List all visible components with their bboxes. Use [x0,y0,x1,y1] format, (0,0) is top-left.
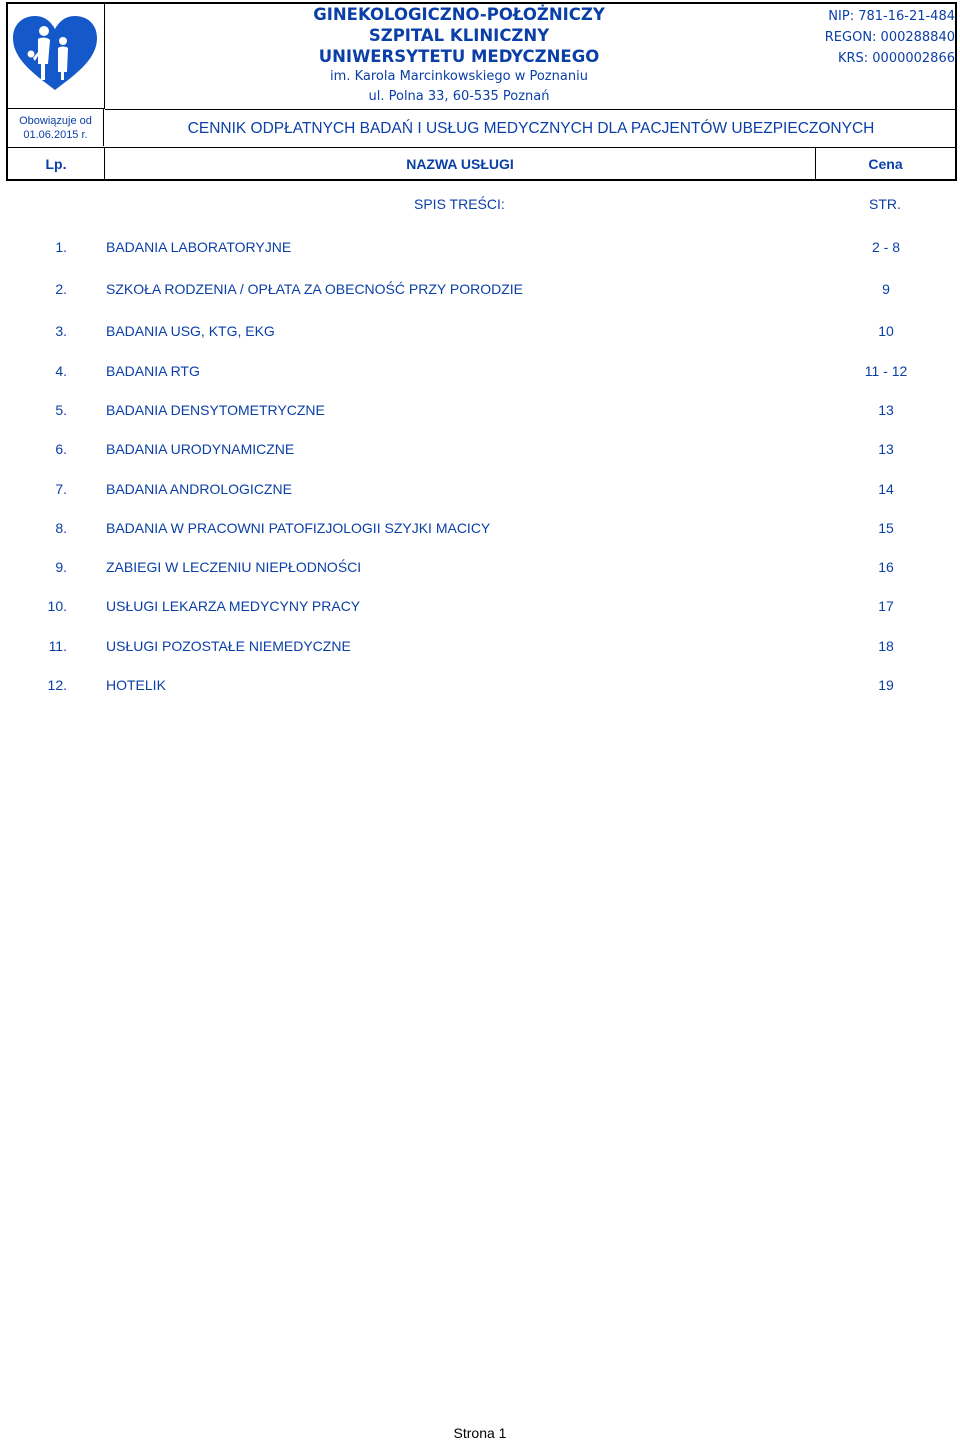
toc-item-page: 14 [878,481,894,497]
toc-item [0,322,960,340]
hospital-heart-logo [11,14,99,92]
toc-item-page: 2 - 8 [871,239,900,255]
nip-number: NIP: 781-16-21-484 [828,9,955,24]
regon-number: REGON: 000288840 [824,30,955,45]
toc-item-name: SZKOŁA RODZENIA / OPŁATA ZA OBECNOŚĆ PRZY PORODZIE [106,281,523,297]
toc-item-name: USŁUGI LEKARZA MEDYCYNY PRACY [106,598,361,614]
toc-item-name: BADANIA USG, KTG, EKG [106,323,275,339]
toc-item-name: ZABIEGI W LECZENIU NIEPŁODNOŚCI [106,559,362,575]
toc-item-page: 13 [878,402,894,418]
toc-item [0,440,960,458]
column-header-name: NAZWA USŁUGI [105,148,816,180]
toc-item-number: 5. [55,402,67,418]
toc-item-number: 8. [55,520,67,536]
toc-item-page: 11 - 12 [864,363,908,379]
toc-item-page: 10 [878,323,894,339]
hospital-address: ul. Polna 33, 60-535 Poznań [368,89,550,104]
krs-number: KRS: 0000002866 [837,51,955,66]
toc-item-page: 15 [878,520,894,536]
column-header-lp: Lp. [8,148,105,180]
toc-item [0,362,960,380]
toc-item-page: 16 [878,559,894,575]
toc-item-number: 3. [55,323,67,339]
toc-item-name: BADANIA W PRACOWNI PATOFIZJOLOGII SZYJKI MACICY [106,520,491,536]
toc-item-number: 1. [55,239,67,255]
toc-item [0,597,960,615]
toc-item [0,676,960,694]
hospital-name [105,4,813,107]
toc-heading: SPIS TREŚCI: [414,196,505,212]
hospital-patron: im. Karola Marcinkowskiego w Poznaniu [330,69,588,84]
toc-item [0,401,960,419]
toc-item-number: 4. [55,363,67,379]
hospital-title-block [105,4,957,109]
hospital-name-line2: SZPITAL KLINICZNY [368,26,550,45]
toc-item [0,238,960,256]
toc-item-number: 6. [55,441,67,457]
toc-item-page: 17 [878,598,894,614]
logo-cell [8,4,105,109]
hospital-name-line1: GINEKOLOGICZNO-POŁOŻNICZY [313,5,605,24]
toc-item [0,480,960,498]
validity-date-cell [8,109,104,146]
toc-item-name: HOTELIK [106,677,166,693]
document-title: CENNIK ODPŁATNYCH BADAŃ I USŁUG MEDYCZNYCH DLA PACJENTÓW UBEZPIECZONYCH [105,109,957,148]
toc-item-name: BADANIA ANDROLOGICZNE [106,481,292,497]
toc-item [0,280,960,298]
toc-item-page: 13 [878,441,894,457]
toc-item-page: 18 [878,638,894,654]
valid-from-label: Obowiązuje od [19,115,92,127]
toc-item-name: BADANIA LABORATORYJNE [106,239,292,255]
toc-item [0,519,960,537]
toc-item [0,558,960,576]
registration-ids [825,6,955,69]
toc-item-number: 11. [48,638,67,654]
toc-item-name: USŁUGI POZOSTAŁE NIEMEDYCZNE [106,638,351,654]
document-header [6,2,957,181]
toc-item-number: 10. [47,598,67,614]
toc-item-number: 7. [55,481,67,497]
toc-item-name: BADANIA DENSYTOMETRYCZNE [106,402,325,418]
valid-from-date: 01.06.2015 r. [23,129,88,141]
toc-item-name: BADANIA RTG [106,363,200,379]
hospital-name-line3: UNIWERSYTETU MEDYCZNEGO [318,47,600,66]
toc-item-page: 9 [882,281,890,297]
toc-item-number: 2. [55,281,67,297]
page-number: Strona 1 [453,1425,507,1441]
column-header-row [8,147,955,180]
toc-page-heading: STR. [869,196,901,212]
toc-item-page: 19 [878,677,894,693]
toc-item [0,637,960,655]
toc-item-name: BADANIA URODYNAMICZNE [106,441,295,457]
toc-item-number: 9. [55,559,67,575]
column-header-price: Cena [868,156,903,172]
toc-item-number: 12. [47,677,67,693]
